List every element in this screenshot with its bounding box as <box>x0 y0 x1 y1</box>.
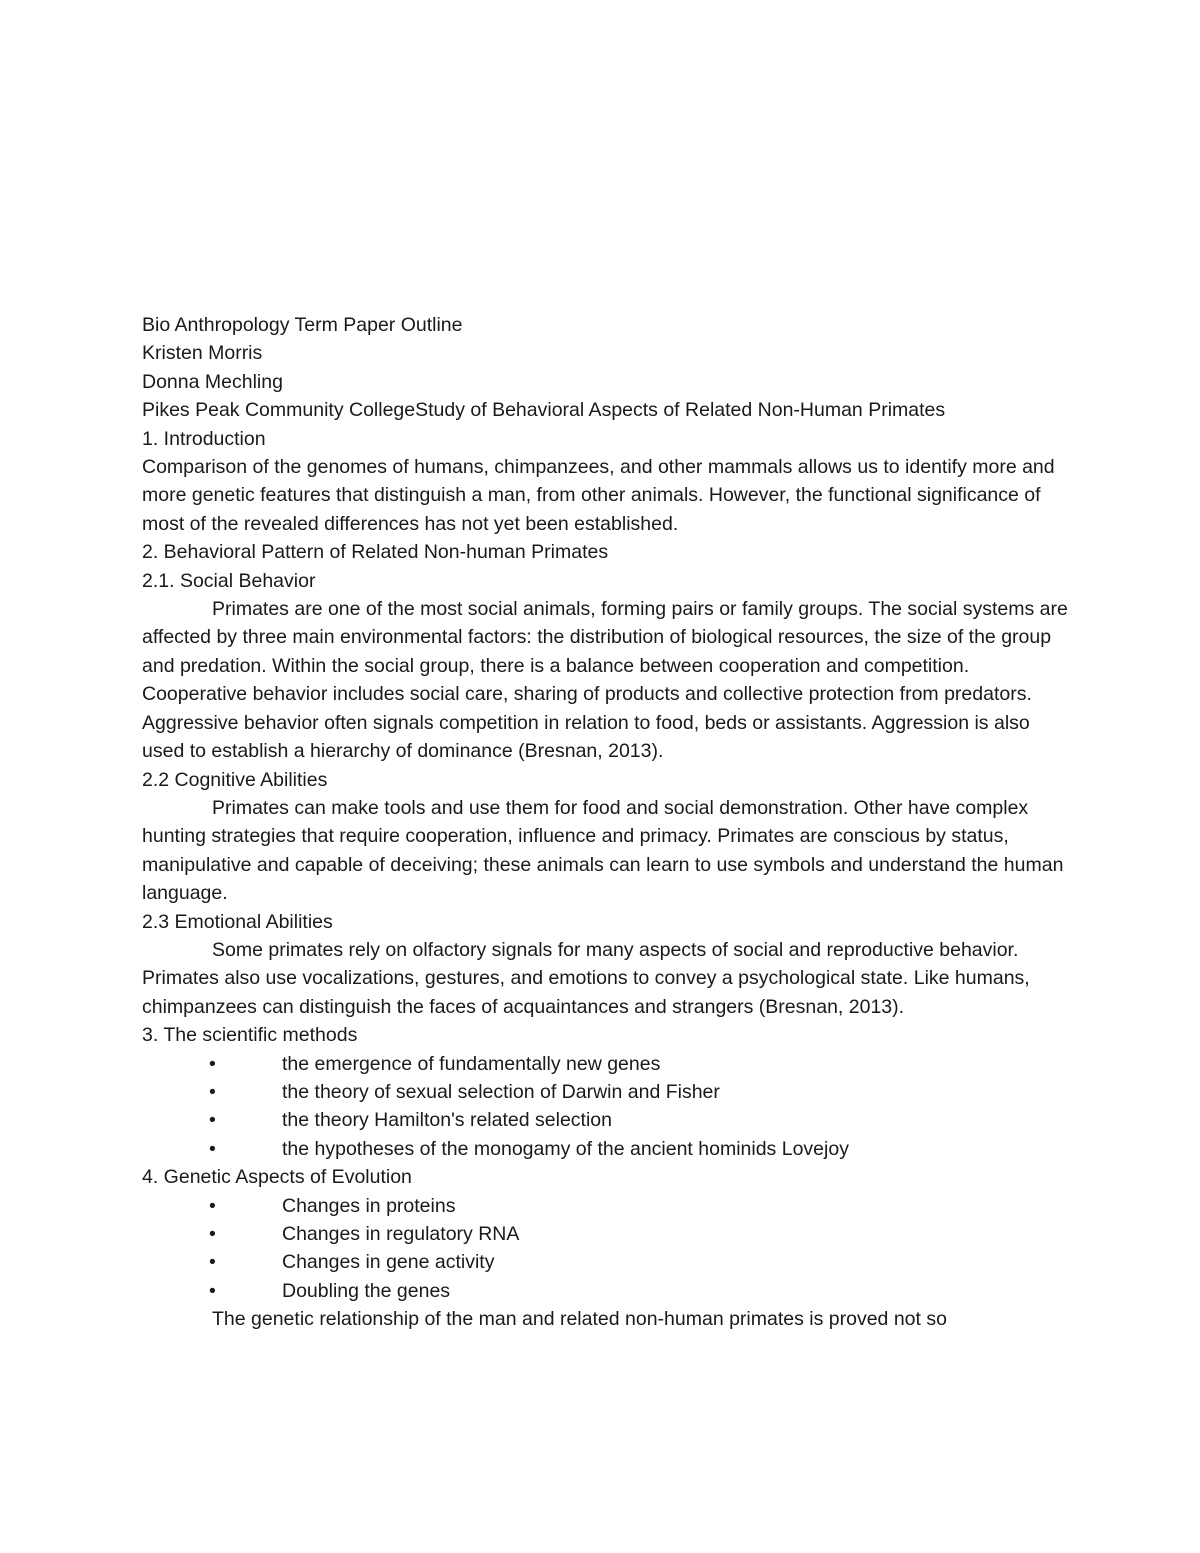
cognitive-abilities-body: Primates can make tools and use them for food and social demonstration. Other have complex hunting strategies that require cooperation, influence and primacy. Primates are conscious by status, manipulative and capable of deceiving; these animals can learn to use symbols and understand the human language. <box>142 796 1064 905</box>
genetic-aspects-body: The genetic relationship of the man and related non-human primates is proved not so <box>212 1308 947 1331</box>
bullet-icon: • <box>209 1137 216 1160</box>
section-heading-introduction: 1. Introduction <box>142 427 266 450</box>
list-item <box>142 1248 1072 1276</box>
bullet-icon: • <box>209 1251 216 1274</box>
section-heading-genetic-aspects: 4. Genetic Aspects of Evolution <box>142 1166 412 1189</box>
document-content <box>142 311 1072 1334</box>
list-item-text: the theory of sexual selection of Darwin and Fisher <box>282 1080 720 1103</box>
list-item <box>142 1277 1072 1305</box>
list-item-text: Changes in regulatory RNA <box>282 1223 520 1245</box>
bullet-icon: • <box>209 1194 216 1217</box>
section-heading-cognitive-abilities: 2.2 Cognitive Abilities <box>142 768 328 791</box>
list-item-text: the emergence of fundamentally new genes <box>282 1052 661 1075</box>
social-behavior-body: Primates are one of the most social animals, forming pairs or family groups. The social systems are affected by three main environmental factors: the distribution of biological resources, the size of the group and predation. Within the social group, there is a balance between cooperation and competition. Cooperative behavior includes social care, sharing of products and collective protection from predators. Aggressive behavior often signals competition in relation to food, beds or assistants. Aggression is also used to establish a hierarchy of dominance (Bresnan, 2013). <box>142 598 1068 763</box>
bullet-icon: • <box>209 1223 216 1245</box>
list-item-text: Doubling the genes <box>282 1279 451 1302</box>
genetic-aspects-list <box>142 1192 1072 1306</box>
author-name: Kristen Morris <box>142 342 263 365</box>
list-item-text: the theory Hamilton's related selection <box>282 1109 612 1132</box>
list-item-text: Changes in proteins <box>282 1194 456 1217</box>
bullet-icon: • <box>209 1109 216 1132</box>
list-item <box>142 1220 1072 1248</box>
bullet-icon: • <box>209 1279 216 1302</box>
list-item <box>142 1050 1072 1078</box>
list-item <box>142 1192 1072 1220</box>
list-item <box>142 1078 1072 1106</box>
institution-and-topic: Pikes Peak Community CollegeStudy of Behavioral Aspects of Related Non-Human Primates <box>142 399 946 422</box>
list-item-text: Changes in gene activity <box>282 1251 495 1274</box>
introduction-body: Comparison of the genomes of humans, chimpanzees, and other mammals allows us to identify more and more genetic features that distinguish a man, from other animals. However, the functional significance of most of the revealed differences has not yet been established. <box>142 456 1055 535</box>
list-item-text: the hypotheses of the monogamy of the ancient hominids Lovejoy <box>282 1137 849 1160</box>
emotional-abilities-body: Some primates rely on olfactory signals for many aspects of social and reproductive behavior. Primates also use vocalizations, gestures, and emotions to convey a psychological state. Like humans, chimpanzees can distinguish the faces of acquaintances and strangers (Bresnan, 2013). <box>142 938 1030 1018</box>
instructor-name: Donna Mechling <box>142 370 283 393</box>
paper-title: Bio Anthropology Term Paper Outline <box>142 314 463 336</box>
section-heading-social-behavior: 2.1. Social Behavior <box>142 569 316 592</box>
bullet-icon: • <box>209 1080 216 1103</box>
list-item <box>142 1135 1072 1163</box>
section-heading-emotional-abilities: 2.3 Emotional Abilities <box>142 910 333 933</box>
scientific-methods-list <box>142 1050 1072 1164</box>
list-item <box>142 1106 1072 1134</box>
section-heading-behavioral-pattern: 2. Behavioral Pattern of Related Non-human Primates <box>142 541 609 564</box>
bullet-icon: • <box>209 1052 216 1075</box>
section-heading-scientific-methods: 3. The scientific methods <box>142 1024 358 1047</box>
